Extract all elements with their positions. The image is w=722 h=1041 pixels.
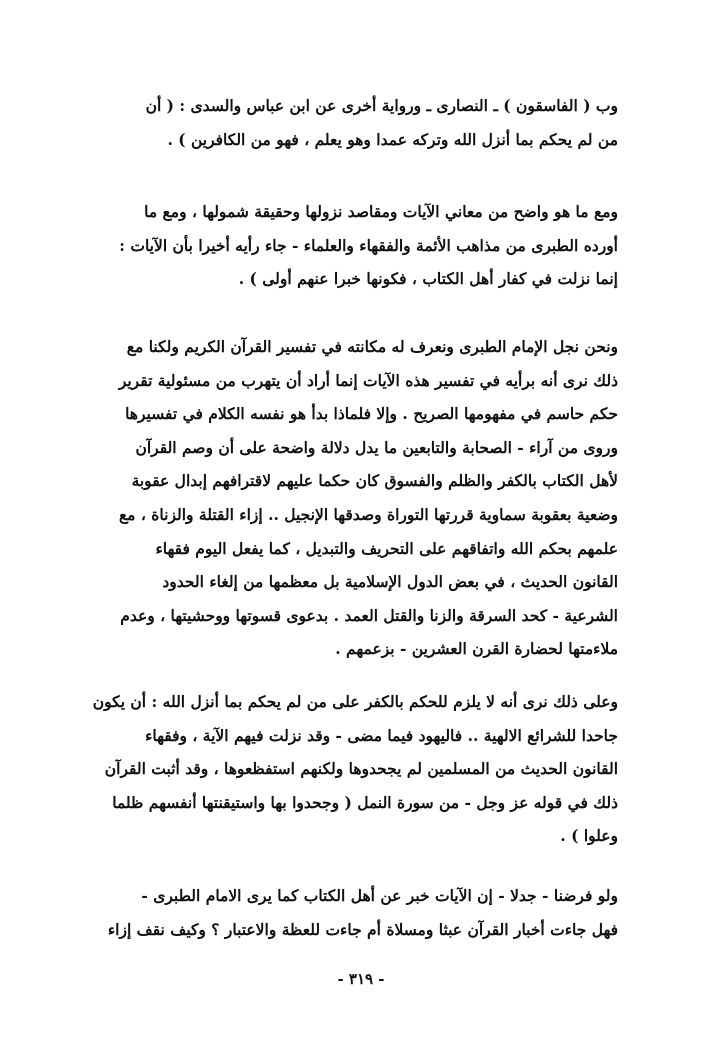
paragraph-1 [88,89,618,156]
text-line: القانون الحديث ، في بعض الدول الإسلامية بل معظمها من إلغاء الحدود [162,572,618,592]
text-line: إنما نزلت في كفار أهل الكتاب ، فكونها خبرا عنهم أولى ) . [238,269,618,289]
text-line: ونحن نجل الإمام الطبرى ونعرف له مكانته في تفسير القرآن الكريم ولكنا مع [126,337,618,356]
text-line: أورده الطبرى من مذاهب الأئمة والفقهاء والعلماء - جاء رأيه أخيرا بأن الآيات : [119,235,618,255]
text-line: ذلك في قوله عز وجل - من سورة النمل ( وجحدوا بها واستيقنتها أنفسهم ظلما [112,792,618,812]
text-line: فهل جاءت أخبار القرآن عبثا ومسلاة أم جاءت للعظة والاعتبار ؟ وكيف نقف إزاء [107,919,618,939]
text-line: ومع ما هو واضح من معاني الآيات ومقاصد نزولها وحقيقة شمولها ، ومع ما [144,202,618,221]
paragraph-3 [88,330,618,666]
text-line: علمهم بحكم الله واتفاقهم على التحريف والتبديل ، كما يفعل اليوم فقهاء [155,538,618,558]
text-line: وب ( الفاسقون ) ـ النصارى ـ ورواية أخرى عن ابن عباس والسدى : ( أن [145,96,618,115]
text-line: لأهل الكتاب بالكفر والظلم والفسوق كان حكما عليهم لاقترافهم إبدال عقوبة [131,471,618,491]
text-line: ملاءمتها لحضارة القرن العشرين - بزعمهم . [335,639,618,659]
paragraph-5 [88,879,618,946]
text-line: الشرعية - كحد السرقة والزنا والقتل العمد . بدعوى قسوتها ووحشيتها ، وعدم [120,605,618,625]
text-line: ولو فرضنا - جدلا - إن الآيات خبر عن أهل الكتاب كما يرى الامام الطبرى - [141,886,618,905]
text-line: القانون الحديث من المسلمين لم يجحدوها ولكنهم استفظعوها ، وقد أثبت القرآن [104,759,618,779]
text-line: من لم يحكم بما أنزل الله وتركه عمدا وهو يعلم ، فهو من الكافرين ) . [167,129,618,149]
text-line: جاحدا للشرائع الالهية .. فاليهود فيما مضى - وقد نزلت فيهم الآية ، وفقهاء [145,725,618,745]
text-line: حكم حاسم في مفهومها الصريح . وإلا فلماذا بدأ هو نفسه الكلام في تفسيرها [125,404,618,424]
text-line: وروى من آراء - الصحابة والتابعين ما يدل دلالة واضحة على أن وصم القرآن [135,437,618,457]
page-number: - ٣١٩ - [337,970,385,988]
text-line: وعلى ذلك نرى أنه لا يلزم للحكم بالكفر على من لم يحكم بما أنزل الله : أن يكون [92,692,618,711]
text-line: وضعية بعقوبة سماوية قررتها التوراة وصدقها الإنجيل .. إزاء القتلة والزناة ، مع [118,504,618,524]
text-line: ذلك نرى أنه برأيه في تفسير هذه الآيات إنما أراد أن يتهرب من مسئولية تقرير [118,370,618,390]
text-line: وعلوا ) . [560,826,618,846]
paragraph-2 [88,195,618,296]
paragraph-4 [88,685,618,853]
